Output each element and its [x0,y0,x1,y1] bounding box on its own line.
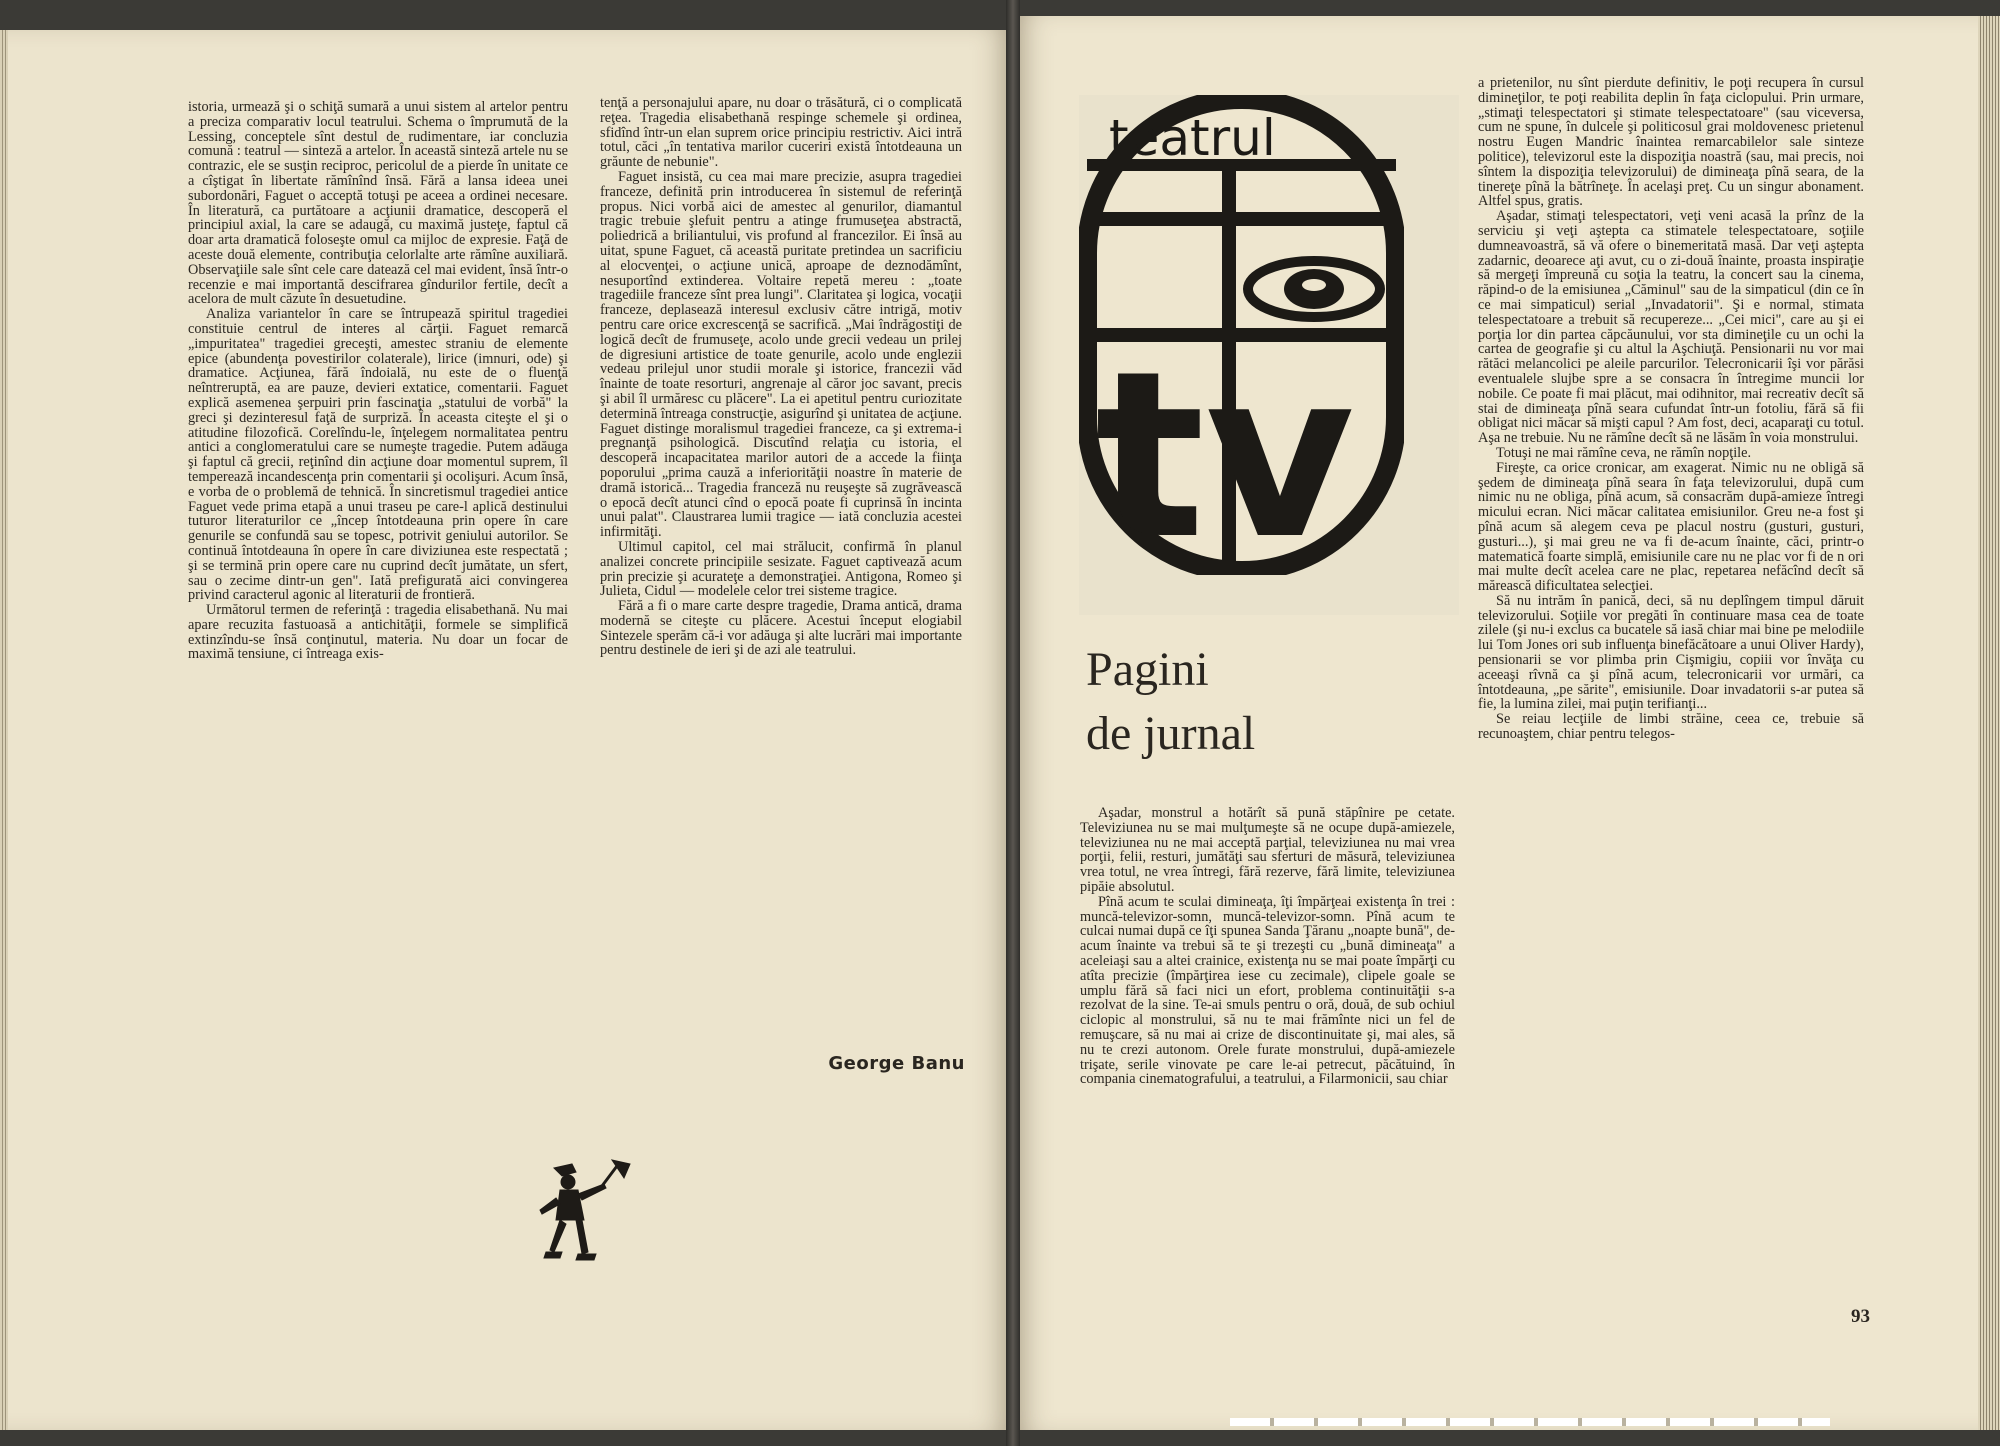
page-edges-right [1978,16,2000,1430]
paragraph: tenţă a personajului apare, nu doar o trăsătură, ci o complicată reţea. Tragedia elisabethană respinge schemele şi ordinea, sfidînd într-un elan suprem orice principiu restrictiv. Aici intră totul, căci „în tentativa marilor cuceriri există întotdeauna un grăunte de nebunie". [600,95,962,171]
right-column-1 [1080,806,1455,1306]
paragraph: Faguet insistă, cu cea mai mare precizie, asupra tragediei franceze, definită prin introducerea în sistemul de referinţă propus. Nici vorbă aici de amestec al genurilor, diamantul tragic trebuie şlefuit pentru a atinge frumuseţea abstractă, poliedrică a briliantului, vis profund al francezilor. Ei însă au uitat, spune Faguet, că această puritate pretindea un sacrificiu al elocvenţei, o acţiune unică, aproape de deznodămînt, nesuportînd extinderea. Voltaire repetă mereu : „toate tragediile franceze sînt prea lungi". Claritatea şi logica, vocaţii franceze, deplasează interesul exclusiv către intrigă, motiv pentru care orice excrescenţă se sacrifică. „Mai îndrăgostiţi de logică decît de frumuseţe, acolo unde grecii vedeau un prilej de digresiuni artistice de toate genurile, acolo unde englezii vedeau prilejul unor studii morale şi istorice, francezii văd înainte de toate resorturi, angrenaje al căror joc savant, precis şi abil îl urmăresc cu plăcere". La ei apetitul pentru curiozitate determină întreaga construcţie, asigurînd şi unitatea de acţiune. Faguet distinge moralismul tragediei franceze, ca şi extrema-i pregnanţă psihologică. Discutînd relaţia cu istoria, el descoperă incapacitatea marilor autori de a accede la fiinţa poporului „prima cauză a inferiorităţii noastre în materie de dramă istorică... Tragedia franceză nu reuşeşte să zugrăvească o epocă decît atunci cînd o epocă poate fi cuprinsă în incinta unui palat". Claustrarea lumii tragice — iată concluzia acestei infirmităţi. [600,168,962,541]
paragraph: Analiza variantelor în care se întrupează spiritul tragediei constituie centrul de interes al cărţii. Faguet remarcă „impuritatea" tragediei greceşti, amestec straniu de elemente epice (abundenţa povestirilor colaterale), lirice (imnuri, ode) şi dramatice. Acţiunea, fără îndoială, nu este de o fluenţă neîntreruptă, ea are pauze, devieri extatice, comentarii. Faguet explică asemenea şerpuiri prin fascinaţia „statului de vorbă" la greci şi dezinteresul faţă de surpriză. În aceasta citeşte el şi o atitudine filozofică. Corelîndu-le, înţelegem normalitatea pentru antici a conglomeratului care se numeşte tragedie. Putem adăuga şi faptul că grecii, reţinînd din acţiune doar momentul suprem, îl temperează incandescenţa prin comentarii şi ocolişuri. Acum însă, e vorba de o problemă de tehnică. În sincretismul tragediei antice Faguet vede prima etapă a unui traseu pe care-l aplică destinului tuturor literaturilor ce „încep întotdeauna prin opere în care genurile se confundă sau se topesc, potrivit geniului autorilor. Se continuă întotdeauna în opere în care diviziunea este respectată ; şi se termină prin opere care nu cuprind decît jumătate, un sfert, sau o zecime dintr-un gen". Iată prefigurată aici convingerea privind caracterul agonic al literaturii de frontieră. [188,306,568,604]
paragraph: Următorul termen de referinţă : tragedia elisabethană. Nu mai apare recuzita fastuoasă a antichităţii, formele se simplifică extinzîndu-se însă conţinutul, materia. Nu doar un focar de maximă tensiune, ci întreaga exis- [188,602,568,663]
paragraph: Se reiau lecţiile de limbi străine, ceea ce, trebuie să recunoaştem, chiar pentru telegos- [1478,711,1864,743]
left-column-2 [600,96,962,1096]
paragraph: Totuşi ne mai rămîne ceva, ne rămîn nopţile. [1496,444,1752,461]
svg-text:teatrul: teatrul [1109,109,1276,167]
paragraph: Să nu intrăm în panică, deci, să nu deplîngem timpul dăruit televizorului. Soţiile vor pregăti în continuare masa cea de toate zilele (şi nu-i exclus ca bucatele să iasă chiar mai bine pe melodiile lui Tom Jones ori sub influenţa binefăcătoare a unui Oliver Hardy), pensionarii se vor plimba prin Cişmigiu, copiii vor învăţa cu aceeaşi rîvnă ca şi pînă acum, telecronicarii vor urmări, ca întotdeauna, „pe sărite", emisiunile. Doar invadatorii s-ar putea să fie, la lumina zilei, mai puţin terifianţi... [1478,592,1864,713]
section-title-line-1: Pagini [1086,643,1209,696]
paragraph: istoria, urmează şi o schiţă sumară a unui sistem al artelor pentru a preciza comparativ locul teatrului. Schema o împrumută de la Lessing, conceptele sînt destul de rudimentare, iar concluzia comună : teatrul — sinteză a artelor. În această sinteză artele nu se contrazic, ele se susţin reciproc, pericolul de a pierde în unitate ce a cîştigat în libertate rămînînd însă. Fără a lansa ideea unei subordonări, Faguet o acceptă totuşi pe aceea a ordinei necesare. În literatură, ca purtătoare a acţiunii dramatice, descoperă el principiul axial, la care se adaugă, cu maximă justeţe, faptul că doar arta dramatică foloseşte omul ca mijloc de expresie. Faţă de aceste două elemente, contribuţia celorlalte arte rămîne auxiliară. Observaţiile sale sînt cele care datează cel mai evident, însă într-o recenzie e mai importantă descifrarea gîndurilor fertile, decît a acelora de mult căzute în desuetudine. [188,99,568,308]
right-column-2 [1478,76,1864,1326]
jester-figure-icon [532,1158,632,1278]
paragraph: Ultimul capitol, cel mai strălucit, confirmă în planul analizei concrete principiile sesizate. Faguet captivează acum prin precizie şi acurateţe a demonstraţiei. Antigona, Romeo şi Julieta, Cidul — modelele celor trei sisteme tragice. [600,538,962,600]
paragraph: Aşadar, monstrul a hotărît să pună stăpînire pe cetate. Televiziunea nu se mai mulţumeşte să ne ocupe după-amiezele, televiziunea nu ne mai acceptă parţial, televiziunea nu mai vrea porţii, felii, resturi, jumătăţi sau sferturi de măsură, televiziunea vrea totul, ne vrea întregi, fără rezerve, fără limite, televiziunea pipăie absolutul. [1080,805,1455,895]
author-signature: George Banu [828,1053,965,1074]
section-title-line-2: de jurnal [1086,707,1256,760]
paragraph: Fireşte, ca orice cronicar, am exagerat. Nimic nu ne obligă să şedem de dimineaţa pînă seara în faţa televizorului, după cum nimic nu ne obliga, pînă acum, să consacrăm după-amieze întregi micului ecran. Nici măcar calitatea emisiunilor. Greu ne-a fost şi pînă acum să alegem ceva pe placul nostru (gusturi, gusturi, gusturi...), şi mai greu ne va fi de-acum înainte, căci, printr-o matematică foarte simplă, emisiunile care nu ne plac vor fi de n ori mai multe decît acelea care ne plac, repetarea nefăcînd decît să mărească dificultatea selecţiei. [1478,459,1864,595]
book-gutter [1006,0,1020,1446]
paragraph: Aşadar, stimaţi telespectatori, veţi veni acasă la prînz de la serviciu şi veţi aştepta ca stimatele telespectatoare, soţiile dumneavoastră, să vă ofere o binemeritată masă. Dar veţi aştepta zadarnic, deoarece aţi avut, cu o zi-două înainte, proasta inspiraţie să mergeţi împreună cu soţia la teatru, la concert sau la cinema, răpind-o de la emisiunea „Căminul" sau de la simpaticul (din ce în ce mai simpaticul) serial „Invadatorii". Şi e normal, stimata telespectatoare a trebuit să recupereze... „Cei mici", care au şi ei porţia lor din partea căpcăunului, vor sta dimineţile cu un ochi la cartea de geografie şi cu altul la Aşchiuţă. Pensionarii nu vor mai rătăci melancolici pe aleile parcurilor. Telecronicarii îşi vor părăsi eventualele slujbe spre a se consacra în întregime muncii lor nobile. Ce poate fi mai plăcut, mai odihnitor, mai recreativ decît să stai de dimineaţa pînă seara cufundat într-un fotoliu, fără să fii obligat nici măcar să mişti capul ? Am fost, deci, acaparaţi cu totul. Aşa ne trebuie. Nu ne rămîne decît să ne lăsăm în voia monstrului. [1478,208,1864,447]
teatrul-tv-logo [1079,95,1404,575]
page-number: 93 [1851,1306,1870,1327]
svg-text:tv: tv [1095,323,1355,575]
paragraph: Fără a fi o mare carte despre tragedie, Drama antică, drama modernă se citeşte cu plăcere. Acestui început elogiabil Sintezele sperăm că-i vor adăuga şi alte lucrări mai importante pentru destinele de ieri şi de azi ale teatrului. [600,598,962,659]
paragraph: Pînă acum te sculai dimineaţa, îţi împărţeai existenţa în trei : muncă-televizor-somn, muncă-televizor-somn. Pînă acum te culcai numai după ce îţi spunea Sanda Ţăranu „noapte bună", de-acum înainte va trebui să te şi trezeşti cu „bună dimineaţa" a aceleiaşi sau a altei crainice, existenţa nu se mai poate împărţi cu atîta precizie (împărţirea iese cu zecimale), clipele goale se umplu fără să faci nici un efort, problema continuităţii s-a rezolvat de la sine. Te-ai smuls pentru o oră, două, de sub ochiul ciclopic al monstrului, să nu te mai frămînte nici un fel de remuşcare, să nu mai ai crize de discontinuitate şi, mai ales, să nu te crezi autonom. Orele furate monstrului, după-amiezele trişate, serile vinovate pe care le-ai petrecut, păcătuind, în compania cinematografului, a teatrului, a Filarmonicii, sau chiar [1080,893,1455,1088]
bottom-binding-strip [1230,1418,1830,1426]
paragraph: a prietenilor, nu sînt pierdute definitiv, le poţi recupera în cursul dimineţilor, te poţi reabilita deplin în faţa ciclopului. Prin urmare, „stimaţi telespectatori şi stimate telespectatoare" (sau viceversa, cum ne spune, în dulcele şi politicosul grai moldovenesc prietenul nostru Eugen Mandric înaintea remarcabilelor sale sinteze politice), televizorul este la dispoziţia noastră (sau, mai precis, noi sîntem la dispoziţia televizorului) de dimineaţa pînă seara, de la tinereţe pînă la bătrîneţe. În acelaşi preţ. Cu un singur abonament. Altfel spus, gratis. [1478,75,1864,210]
section-title [1086,638,1255,766]
left-column-1 [188,100,568,1110]
